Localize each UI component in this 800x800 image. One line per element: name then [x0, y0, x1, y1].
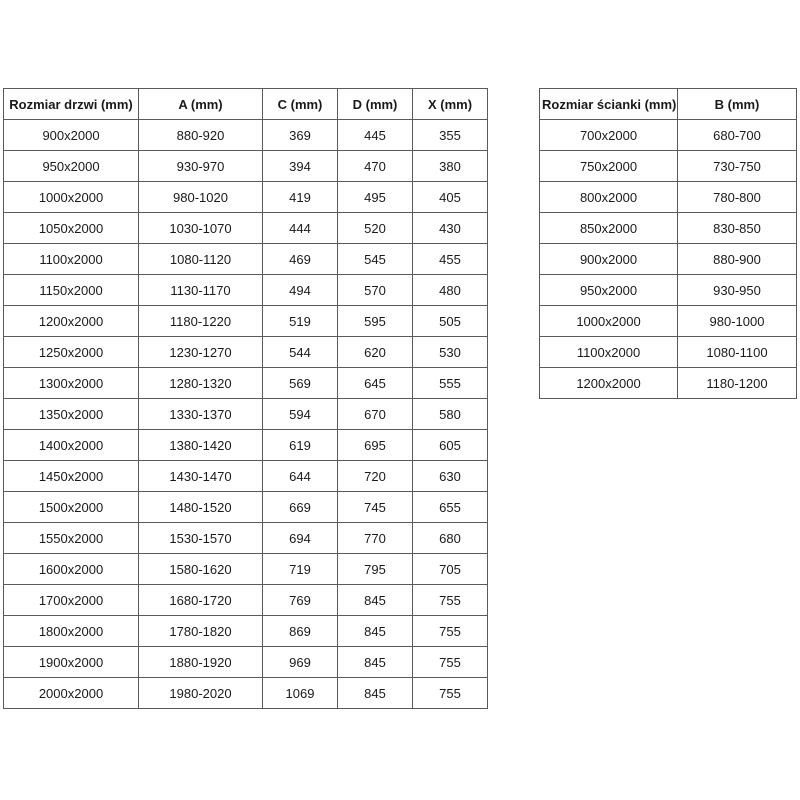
table-cell: 430: [413, 213, 488, 244]
table-cell: 1480-1520: [139, 492, 263, 523]
table-row: [540, 275, 797, 306]
table-row: [540, 182, 797, 213]
column-header: Rozmiar drzwi (mm): [4, 89, 139, 120]
table-row: [4, 306, 488, 337]
table-cell: 2000x2000: [4, 678, 139, 709]
column-header: B (mm): [678, 89, 797, 120]
door-size-table: [3, 88, 488, 709]
table-row: [540, 120, 797, 151]
table-cell: 655: [413, 492, 488, 523]
table-cell: 1350x2000: [4, 399, 139, 430]
table-cell: 455: [413, 244, 488, 275]
table-row: [4, 461, 488, 492]
table-cell: 570: [338, 275, 413, 306]
table-row: [540, 306, 797, 337]
table-row: [4, 182, 488, 213]
table-cell: 700x2000: [540, 120, 678, 151]
table-cell: 695: [338, 430, 413, 461]
table-cell: 1300x2000: [4, 368, 139, 399]
table-cell: 755: [413, 678, 488, 709]
table-cell: 769: [263, 585, 338, 616]
table-cell: 720: [338, 461, 413, 492]
table-row: [4, 585, 488, 616]
table-cell: 569: [263, 368, 338, 399]
table-cell: 1150x2000: [4, 275, 139, 306]
table-cell: 930-950: [678, 275, 797, 306]
table-cell: 495: [338, 182, 413, 213]
table-row: [4, 678, 488, 709]
table-cell: 1200x2000: [540, 368, 678, 399]
table-cell: 770: [338, 523, 413, 554]
table-row: [4, 244, 488, 275]
table-cell: 800x2000: [540, 182, 678, 213]
table-cell: 1380-1420: [139, 430, 263, 461]
table-cell: 1000x2000: [4, 182, 139, 213]
table-cell: 619: [263, 430, 338, 461]
table-row: [4, 523, 488, 554]
table-cell: 470: [338, 151, 413, 182]
table-cell: 1800x2000: [4, 616, 139, 647]
table-cell: 544: [263, 337, 338, 368]
table-cell: 1900x2000: [4, 647, 139, 678]
table-cell: 880-920: [139, 120, 263, 151]
table-cell: 1030-1070: [139, 213, 263, 244]
table-cell: 680: [413, 523, 488, 554]
table-row: [4, 213, 488, 244]
table-cell: 1550x2000: [4, 523, 139, 554]
column-header: Rozmiar ścianki (mm): [540, 89, 678, 120]
table-cell: 555: [413, 368, 488, 399]
table-cell: 419: [263, 182, 338, 213]
table-cell: 605: [413, 430, 488, 461]
table-cell: 969: [263, 647, 338, 678]
table-cell: 719: [263, 554, 338, 585]
table-cell: 1580-1620: [139, 554, 263, 585]
table-cell: 530: [413, 337, 488, 368]
table-row: [540, 368, 797, 399]
table-cell: 505: [413, 306, 488, 337]
table-cell: 755: [413, 585, 488, 616]
table-cell: 445: [338, 120, 413, 151]
table-cell: 1430-1470: [139, 461, 263, 492]
table-row: [4, 647, 488, 678]
table-cell: 745: [338, 492, 413, 523]
table-cell: 580: [413, 399, 488, 430]
wall-size-table: [539, 88, 797, 399]
table-cell: 830-850: [678, 213, 797, 244]
table-cell: 1180-1220: [139, 306, 263, 337]
table-cell: 1200x2000: [4, 306, 139, 337]
table-row: [540, 244, 797, 275]
table-cell: 845: [338, 585, 413, 616]
table-cell: 645: [338, 368, 413, 399]
table-cell: 630: [413, 461, 488, 492]
table-cell: 394: [263, 151, 338, 182]
table-cell: 380: [413, 151, 488, 182]
table-cell: 780-800: [678, 182, 797, 213]
table-cell: 469: [263, 244, 338, 275]
table-cell: 594: [263, 399, 338, 430]
table-row: [4, 492, 488, 523]
table-cell: 480: [413, 275, 488, 306]
table-cell: 1230-1270: [139, 337, 263, 368]
table-cell: 795: [338, 554, 413, 585]
table-cell: 1100x2000: [4, 244, 139, 275]
table-cell: 669: [263, 492, 338, 523]
table-cell: 845: [338, 616, 413, 647]
table-row: [4, 399, 488, 430]
table-row: [4, 616, 488, 647]
wall-table-header-row: [540, 89, 797, 120]
table-cell: 1680-1720: [139, 585, 263, 616]
table-cell: 620: [338, 337, 413, 368]
table-cell: 1069: [263, 678, 338, 709]
table-cell: 1280-1320: [139, 368, 263, 399]
table-cell: 1500x2000: [4, 492, 139, 523]
table-cell: 880-900: [678, 244, 797, 275]
table-row: [4, 368, 488, 399]
table-row: [4, 275, 488, 306]
table-cell: 1530-1570: [139, 523, 263, 554]
table-cell: 1700x2000: [4, 585, 139, 616]
table-row: [540, 151, 797, 182]
table-cell: 750x2000: [540, 151, 678, 182]
table-row: [540, 213, 797, 244]
table-cell: 680-700: [678, 120, 797, 151]
table-row: [4, 151, 488, 182]
table-cell: 980-1000: [678, 306, 797, 337]
table-cell: 670: [338, 399, 413, 430]
table-cell: 950x2000: [4, 151, 139, 182]
table-cell: 755: [413, 616, 488, 647]
table-cell: 1400x2000: [4, 430, 139, 461]
column-header: X (mm): [413, 89, 488, 120]
table-cell: 1250x2000: [4, 337, 139, 368]
table-row: [4, 430, 488, 461]
table-cell: 1130-1170: [139, 275, 263, 306]
column-header: D (mm): [338, 89, 413, 120]
table-cell: 694: [263, 523, 338, 554]
table-cell: 545: [338, 244, 413, 275]
table-cell: 494: [263, 275, 338, 306]
table-cell: 869: [263, 616, 338, 647]
table-cell: 845: [338, 647, 413, 678]
table-cell: 1080-1120: [139, 244, 263, 275]
table-row: [4, 337, 488, 368]
table-cell: 1080-1100: [678, 337, 797, 368]
door-table-header-row: [4, 89, 488, 120]
table-cell: 1180-1200: [678, 368, 797, 399]
table-cell: 755: [413, 647, 488, 678]
table-cell: 1100x2000: [540, 337, 678, 368]
table-cell: 1780-1820: [139, 616, 263, 647]
table-cell: 845: [338, 678, 413, 709]
table-cell: 1880-1920: [139, 647, 263, 678]
table-cell: 950x2000: [540, 275, 678, 306]
table-cell: 595: [338, 306, 413, 337]
table-cell: 1050x2000: [4, 213, 139, 244]
table-row: [4, 554, 488, 585]
table-cell: 980-1020: [139, 182, 263, 213]
table-cell: 730-750: [678, 151, 797, 182]
table-cell: 405: [413, 182, 488, 213]
table-cell: 369: [263, 120, 338, 151]
table-cell: 444: [263, 213, 338, 244]
column-header: A (mm): [139, 89, 263, 120]
table-cell: 1000x2000: [540, 306, 678, 337]
table-cell: 900x2000: [4, 120, 139, 151]
table-row: [540, 337, 797, 368]
table-cell: 930-970: [139, 151, 263, 182]
table-cell: 705: [413, 554, 488, 585]
table-cell: 644: [263, 461, 338, 492]
table-cell: 355: [413, 120, 488, 151]
table-cell: 1980-2020: [139, 678, 263, 709]
table-cell: 1330-1370: [139, 399, 263, 430]
table-cell: 1450x2000: [4, 461, 139, 492]
table-cell: 900x2000: [540, 244, 678, 275]
table-cell: 520: [338, 213, 413, 244]
table-cell: 519: [263, 306, 338, 337]
table-row: [4, 120, 488, 151]
table-cell: 850x2000: [540, 213, 678, 244]
column-header: C (mm): [263, 89, 338, 120]
table-cell: 1600x2000: [4, 554, 139, 585]
